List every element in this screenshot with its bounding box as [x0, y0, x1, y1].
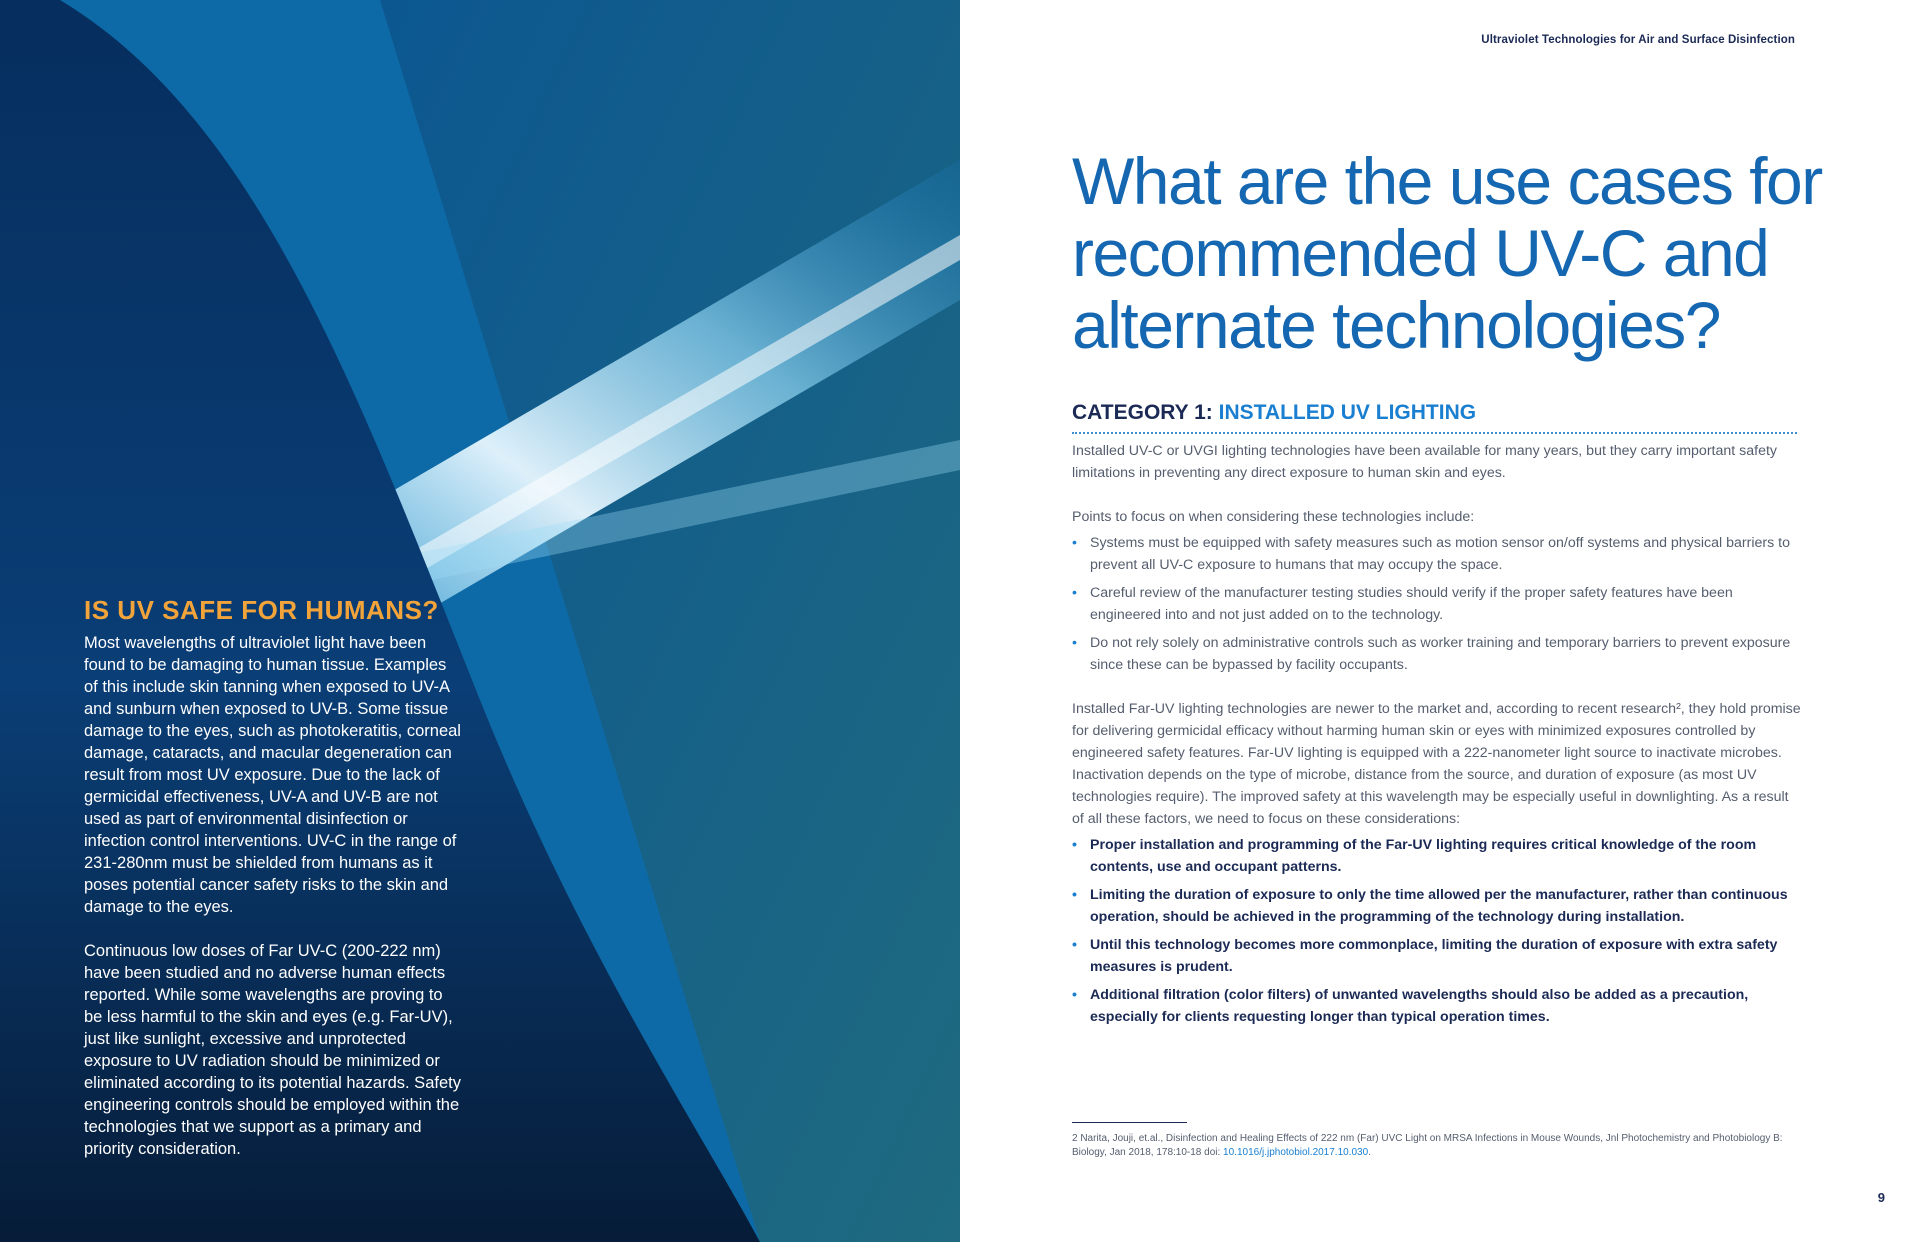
points-intro: Points to focus on when considering these technologies include:: [1072, 509, 1475, 525]
category-prefix: CATEGORY 1:: [1072, 401, 1219, 424]
list-item-text: Limiting the duration of exposure to only the time allowed per the manufacturer, rather than continuous operation, should be achieved in the programming of the technology during installation.: [1090, 887, 1788, 925]
safety-bullet-list: [1072, 532, 1802, 676]
footnote-doi-link[interactable]: 10.1016/j.jphotobiol.2017.10.030: [1223, 1147, 1369, 1158]
footnote-divider: [1072, 1122, 1187, 1123]
bullet-icon: •: [1072, 937, 1077, 953]
far-uv-paragraph: Installed Far-UV lighting technologies are newer to the market and, according to recent research², they hold promise for delivering germicidal efficacy without harming human skin or eyes with minimized exposures controlled by engineered safety features. Far-UV lighting is equipped with a 222-nanometer light source to inactivate microbes. Inactivation depends on the type of microbe, distance from the source, and duration of exposure (as most UV technologies require). The improved safety at this wavelength may be especially useful in downlighting. As a result of all these factors, we need to focus on these considerations:: [1072, 701, 1801, 827]
list-item-text: Until this technology becomes more commonplace, limiting the duration of exposure with extra safety measures is prudent.: [1090, 937, 1778, 975]
list-item: [1072, 532, 1802, 576]
category-heading: [1072, 400, 1797, 434]
bullet-icon: •: [1072, 585, 1077, 601]
page-number: 9: [1877, 1190, 1885, 1205]
bullet-icon: •: [1072, 837, 1077, 853]
sidebar-paragraph-2: Continuous low doses of Far UV-C (200-222 nm) have been studied and no adverse human effects reported. While some wavelengths are proving to be less harmful to the skin and eyes (e.g. Far-UV), just like sunlight, excessive and unprotected exposure to UV radiation should be minimized or eliminated according to its potential hazards. Safety engineering controls should be employed within the technologies that we support as a primary and priority consideration.: [84, 942, 461, 1158]
sidebar-paragraph-1: Most wavelengths of ultraviolet light have been found to be damaging to human tissue. Examples of this include skin tanning when exposed to UV-A and sunburn when exposed to UV-B. Some tissue damage to the eyes, such as photokeratitis, corneal damage, cataracts, and macular degeneration can result from most UV exposure. Due to the lack of germicidal effectiveness, UV-A and UV-B are not used as part of environmental disinfection or infection control interventions. UV-C in the range of 231-280nm must be shielded from humans as it poses potential cancer safety risks to the skin and damage to the eyes.: [84, 634, 461, 916]
list-item-text: Systems must be equipped with safety measures such as motion sensor on/off systems and physical barriers to prevent all UV-C exposure to humans that may occupy the space.: [1090, 535, 1790, 573]
right-page: [960, 0, 1920, 1242]
list-item: [1072, 582, 1802, 626]
list-item: [1072, 834, 1802, 878]
list-item-text: Additional filtration (color filters) of unwanted wavelengths should also be added as a precaution, especially for clients requesting longer than typical operation times.: [1090, 987, 1749, 1025]
list-item-text: Careful review of the manufacturer testing studies should verify if the proper safety features have been engineered into and not just added on to the technology.: [1090, 585, 1733, 623]
list-item: [1072, 934, 1802, 978]
considerations-list: [1072, 834, 1802, 1028]
footnote-end: .: [1368, 1147, 1371, 1158]
list-item-text: Do not rely solely on administrative controls such as worker training and temporary barriers to prevent exposure since these can be bypassed by facility occupants.: [1090, 635, 1791, 673]
bullet-icon: •: [1072, 987, 1077, 1003]
sidebar-title: IS UV SAFE FOR HUMANS?: [84, 595, 439, 625]
intro-paragraph: Installed UV-C or UVGI lighting technologies have been available for many years, but they carry important safety limitations in preventing any direct exposure to human skin and eyes.: [1072, 443, 1778, 481]
running-header: Ultraviolet Technologies for Air and Surface Disinfection: [1481, 34, 1795, 46]
footnote: [1072, 1132, 1802, 1160]
list-item: [1072, 632, 1802, 676]
bullet-icon: •: [1072, 535, 1077, 551]
bullet-icon: •: [1072, 887, 1077, 903]
category-name: INSTALLED UV LIGHTING: [1218, 401, 1477, 424]
page-title: What are the use cases for recommended UV-C and alternate technologies?: [1072, 144, 1822, 362]
list-item: [1072, 984, 1802, 1028]
bullet-icon: •: [1072, 635, 1077, 651]
list-item: [1072, 884, 1802, 928]
list-item-text: Proper installation and programming of the Far-UV lighting requires critical knowledge of the room contents, use and occupant patterns.: [1090, 837, 1757, 875]
body-text: [1072, 440, 1802, 1050]
footnote-text: 2 Narita, Jouji, et.al., Disinfection and Healing Effects of 222 nm (Far) UVC Light on MRSA Infections in Mouse Wounds, Jnl Photochemistry and Photobiology B: Biology, Jan 2018, 178:10-18 doi:: [1072, 1133, 1783, 1158]
sidebar-text-block: [84, 592, 464, 1160]
